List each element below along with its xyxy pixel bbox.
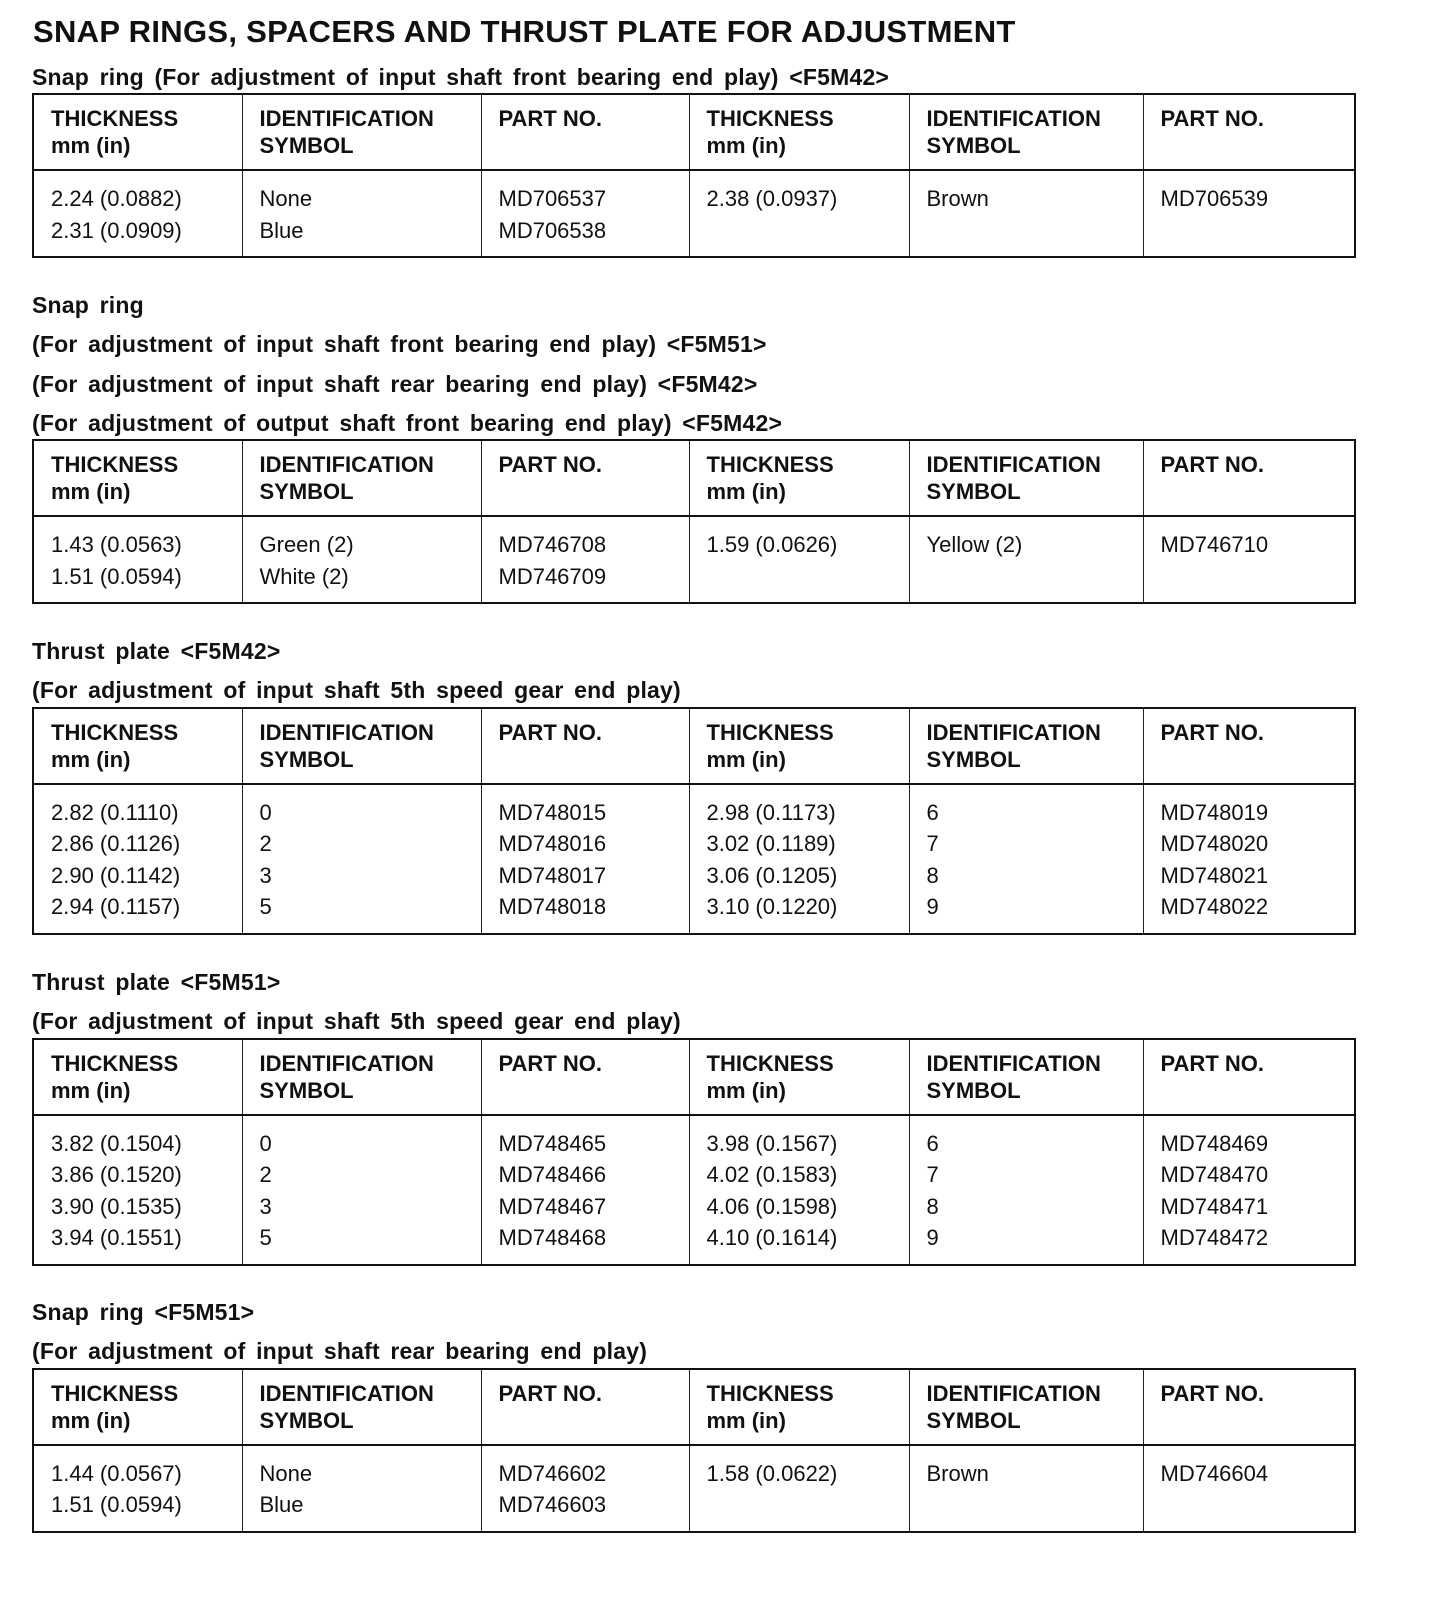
symbol-value: 8 — [926, 1193, 939, 1219]
thickness-value: 2.98 (0.1173) — [706, 799, 836, 825]
header-label: PART NO. — [498, 452, 602, 478]
header-identification-symbol — [242, 1369, 481, 1445]
header-label: mm (in) — [51, 133, 131, 159]
thickness-value: 2.38 (0.0937) — [706, 186, 838, 212]
symbol-value: 6 — [926, 1130, 939, 1156]
header-part-no — [481, 94, 689, 170]
header-thickness — [689, 708, 909, 784]
part-cell — [481, 170, 689, 257]
thickness-value: 2.82 (0.1110) — [51, 799, 179, 825]
symbol-value: 3 — [259, 1193, 272, 1219]
thickness-value: 1.59 (0.0626) — [706, 532, 838, 558]
header-identification-symbol — [242, 708, 481, 784]
thickness-cell — [689, 516, 909, 603]
thickness-cell — [33, 784, 242, 934]
part-value: MD748465 — [498, 1130, 607, 1156]
page-title: SNAP RINGS, SPACERS AND THRUST PLATE FOR ADJUSTMENT — [33, 14, 1016, 49]
header-label: PART NO. — [1160, 719, 1264, 745]
section-heading: Thrust plate <F5M42> — [32, 638, 281, 664]
header-label: PART NO. — [498, 1380, 602, 1406]
parts-table — [32, 93, 1356, 258]
part-value: MD748467 — [498, 1193, 607, 1219]
part-cell — [481, 1115, 689, 1265]
header-thickness — [33, 1039, 242, 1115]
table-header-row — [33, 440, 1355, 516]
header-identification-symbol — [909, 94, 1143, 170]
header-label: mm (in) — [51, 746, 131, 772]
thickness-value: 3.98 (0.1567) — [706, 1130, 838, 1156]
thickness-value: 4.02 (0.1583) — [706, 1162, 838, 1188]
table-row — [33, 170, 1355, 257]
header-label: IDENTIFICATION — [259, 452, 434, 478]
symbol-cell — [242, 516, 481, 603]
symbol-value: 7 — [926, 1162, 939, 1188]
table-row — [33, 1445, 1355, 1532]
part-value: MD748017 — [498, 862, 607, 888]
symbol-cell — [909, 784, 1143, 934]
thickness-value: 1.58 (0.0622) — [706, 1460, 838, 1486]
header-label: IDENTIFICATION — [259, 106, 434, 132]
symbol-cell — [242, 1445, 481, 1532]
header-label: mm (in) — [706, 1077, 786, 1103]
thickness-value: 4.10 (0.1614) — [706, 1225, 838, 1251]
symbol-value: 0 — [259, 1130, 272, 1156]
header-part-no — [1143, 708, 1355, 784]
header-label: THICKNESS — [706, 1050, 834, 1076]
header-label: IDENTIFICATION — [259, 1380, 434, 1406]
part-value: MD748468 — [498, 1225, 607, 1251]
part-value: MD748470 — [1160, 1162, 1269, 1188]
header-label: THICKNESS — [51, 452, 179, 478]
header-identification-symbol — [242, 440, 481, 516]
header-label: PART NO. — [498, 1050, 602, 1076]
header-part-no — [481, 440, 689, 516]
part-value: MD746602 — [498, 1460, 607, 1486]
section-heading: (For adjustment of input shaft rear bearing end play) <F5M42> — [32, 370, 758, 397]
header-label: PART NO. — [1160, 106, 1264, 132]
section — [32, 632, 1354, 935]
thickness-cell — [33, 516, 242, 603]
thickness-value: 3.86 (0.1520) — [51, 1162, 182, 1188]
part-value: MD748469 — [1160, 1130, 1269, 1156]
header-thickness — [689, 94, 909, 170]
symbol-value: 8 — [926, 862, 939, 888]
symbol-cell — [909, 1445, 1143, 1532]
header-label: SYMBOL — [259, 1407, 354, 1433]
header-label: SYMBOL — [926, 1077, 1021, 1103]
part-cell — [1143, 516, 1355, 603]
table-header-row — [33, 1039, 1355, 1115]
thickness-cell — [689, 1115, 909, 1265]
section-heading: Thrust plate <F5M51> — [32, 969, 281, 995]
part-value: MD706537 — [498, 186, 607, 212]
header-label: IDENTIFICATION — [926, 106, 1101, 132]
symbol-value: 9 — [926, 894, 939, 920]
header-label: SYMBOL — [926, 133, 1021, 159]
header-thickness — [33, 94, 242, 170]
header-label: THICKNESS — [706, 106, 834, 132]
header-label: THICKNESS — [51, 719, 179, 745]
header-label: mm (in) — [51, 1407, 131, 1433]
header-label: IDENTIFICATION — [926, 1380, 1101, 1406]
table-header-row — [33, 94, 1355, 170]
section — [32, 58, 1354, 258]
header-thickness — [689, 440, 909, 516]
table-header-row — [33, 1369, 1355, 1445]
symbol-cell — [242, 784, 481, 934]
section-heading: (For adjustment of input shaft front bearing end play) <F5M51> — [32, 331, 767, 358]
part-value: MD748466 — [498, 1162, 607, 1188]
part-cell — [1143, 1115, 1355, 1265]
part-value: MD746710 — [1160, 532, 1269, 558]
thickness-value: 1.44 (0.0567) — [51, 1460, 182, 1486]
symbol-cell — [242, 170, 481, 257]
thickness-cell — [689, 784, 909, 934]
header-label: IDENTIFICATION — [259, 719, 434, 745]
section — [32, 286, 1354, 604]
part-cell — [481, 1445, 689, 1532]
header-label: mm (in) — [706, 1407, 786, 1433]
header-thickness — [33, 708, 242, 784]
section-heading: Snap ring — [32, 292, 144, 318]
part-value: MD706539 — [1160, 186, 1269, 212]
section-heading: (For adjustment of output shaft front bearing end play) <F5M42> — [32, 409, 783, 436]
section-heading: Snap ring <F5M51> — [32, 1299, 255, 1325]
part-value: MD746708 — [498, 532, 607, 558]
section-heading: Snap ring (For adjustment of input shaft front bearing end play) <F5M42> — [32, 64, 890, 90]
symbol-value: Brown — [926, 186, 989, 212]
symbol-value: Brown — [926, 1460, 989, 1486]
thickness-value: 2.86 (0.1126) — [51, 831, 181, 857]
header-label: IDENTIFICATION — [926, 452, 1101, 478]
section — [32, 1293, 1354, 1533]
section-heading: (For adjustment of input shaft 5th speed gear end play) — [32, 677, 681, 704]
symbol-value: Blue — [259, 1492, 304, 1518]
symbol-value: 3 — [259, 862, 272, 888]
header-label: mm (in) — [51, 1077, 131, 1103]
symbol-cell — [909, 170, 1143, 257]
header-part-no — [481, 708, 689, 784]
header-identification-symbol — [909, 1039, 1143, 1115]
part-value: MD748021 — [1160, 862, 1269, 888]
symbol-value: 9 — [926, 1225, 939, 1251]
header-part-no — [1143, 1369, 1355, 1445]
header-thickness — [33, 440, 242, 516]
header-label: PART NO. — [498, 106, 602, 132]
header-label: SYMBOL — [259, 746, 354, 772]
header-identification-symbol — [242, 94, 481, 170]
section — [32, 963, 1354, 1266]
header-label: mm (in) — [706, 479, 786, 505]
symbol-value: None — [259, 1460, 313, 1486]
symbol-cell — [242, 1115, 481, 1265]
symbol-value: Green (2) — [259, 532, 354, 558]
symbol-value: 2 — [259, 831, 272, 857]
part-cell — [1143, 784, 1355, 934]
header-identification-symbol — [909, 1369, 1143, 1445]
part-value: MD746603 — [498, 1492, 607, 1518]
header-label: IDENTIFICATION — [926, 719, 1101, 745]
header-label: IDENTIFICATION — [926, 1050, 1101, 1076]
table-row — [33, 516, 1355, 603]
thickness-value: 3.82 (0.1504) — [51, 1130, 182, 1156]
header-label: mm (in) — [706, 746, 786, 772]
header-part-no — [1143, 440, 1355, 516]
thickness-cell — [689, 1445, 909, 1532]
part-value: MD748016 — [498, 831, 607, 857]
thickness-cell — [33, 1445, 242, 1532]
section-heading: (For adjustment of input shaft rear bearing end play) — [32, 1338, 648, 1365]
header-identification-symbol — [909, 440, 1143, 516]
parts-table — [32, 707, 1356, 935]
header-label: PART NO. — [498, 719, 602, 745]
symbol-value: 0 — [259, 799, 272, 825]
symbol-value: 2 — [259, 1162, 272, 1188]
header-label: SYMBOL — [259, 1077, 354, 1103]
symbol-value: Yellow (2) — [926, 532, 1023, 558]
part-value: MD706538 — [498, 217, 607, 243]
thickness-value: 2.94 (0.1157) — [51, 894, 181, 920]
part-value: MD746709 — [498, 563, 607, 589]
part-value: MD746604 — [1160, 1460, 1269, 1486]
thickness-value: 3.94 (0.1551) — [51, 1225, 182, 1251]
symbol-value: 6 — [926, 799, 939, 825]
part-value: MD748015 — [498, 799, 607, 825]
header-thickness — [33, 1369, 242, 1445]
symbol-value: White (2) — [259, 563, 349, 589]
thickness-value: 3.06 (0.1205) — [706, 862, 838, 888]
header-label: PART NO. — [1160, 1380, 1264, 1406]
header-label: THICKNESS — [706, 719, 834, 745]
thickness-value: 1.43 (0.0563) — [51, 532, 182, 558]
section-heading: (For adjustment of input shaft 5th speed gear end play) — [32, 1008, 681, 1035]
header-label: THICKNESS — [51, 1050, 179, 1076]
header-identification-symbol — [242, 1039, 481, 1115]
header-part-no — [1143, 94, 1355, 170]
thickness-cell — [33, 170, 242, 257]
part-value: MD748020 — [1160, 831, 1269, 857]
thickness-value: 4.06 (0.1598) — [706, 1193, 838, 1219]
header-label: IDENTIFICATION — [259, 1050, 434, 1076]
thickness-value: 2.24 (0.0882) — [51, 186, 182, 212]
part-cell — [1143, 170, 1355, 257]
symbol-value: 5 — [259, 894, 272, 920]
symbol-value: None — [259, 186, 313, 212]
thickness-value: 3.90 (0.1535) — [51, 1193, 182, 1219]
symbol-value: 5 — [259, 1225, 272, 1251]
part-value: MD748472 — [1160, 1225, 1269, 1251]
part-value: MD748019 — [1160, 799, 1269, 825]
thickness-value: 1.51 (0.0594) — [51, 1492, 182, 1518]
header-label: PART NO. — [1160, 1050, 1264, 1076]
header-label: THICKNESS — [51, 1380, 179, 1406]
part-value: MD748471 — [1160, 1193, 1269, 1219]
part-value: MD748022 — [1160, 894, 1269, 920]
table-row — [33, 784, 1355, 934]
parts-table — [32, 439, 1356, 604]
header-part-no — [481, 1369, 689, 1445]
header-thickness — [689, 1369, 909, 1445]
parts-table — [32, 1038, 1356, 1266]
thickness-value: 1.51 (0.0594) — [51, 563, 182, 589]
part-cell — [481, 784, 689, 934]
symbol-cell — [909, 1115, 1143, 1265]
header-label: SYMBOL — [926, 746, 1021, 772]
header-label: PART NO. — [1160, 452, 1264, 478]
table-row — [33, 1115, 1355, 1265]
header-label: SYMBOL — [926, 1407, 1021, 1433]
symbol-value: Blue — [259, 217, 304, 243]
thickness-value: 2.31 (0.0909) — [51, 217, 182, 243]
thickness-value: 2.90 (0.1142) — [51, 862, 181, 888]
header-label: THICKNESS — [706, 1380, 834, 1406]
thickness-value: 3.10 (0.1220) — [706, 894, 838, 920]
table-header-row — [33, 708, 1355, 784]
header-label: mm (in) — [706, 133, 786, 159]
part-cell — [1143, 1445, 1355, 1532]
thickness-value: 3.02 (0.1189) — [706, 831, 836, 857]
header-label: SYMBOL — [926, 479, 1021, 505]
header-label: THICKNESS — [51, 106, 179, 132]
header-label: SYMBOL — [259, 133, 354, 159]
header-label: mm (in) — [51, 479, 131, 505]
header-identification-symbol — [909, 708, 1143, 784]
part-value: MD748018 — [498, 894, 607, 920]
part-cell — [481, 516, 689, 603]
parts-table — [32, 1368, 1356, 1533]
symbol-cell — [909, 516, 1143, 603]
header-thickness — [689, 1039, 909, 1115]
header-label: THICKNESS — [706, 452, 834, 478]
header-part-no — [1143, 1039, 1355, 1115]
thickness-cell — [33, 1115, 242, 1265]
header-label: SYMBOL — [259, 479, 354, 505]
header-part-no — [481, 1039, 689, 1115]
symbol-value: 7 — [926, 831, 939, 857]
thickness-cell — [689, 170, 909, 257]
